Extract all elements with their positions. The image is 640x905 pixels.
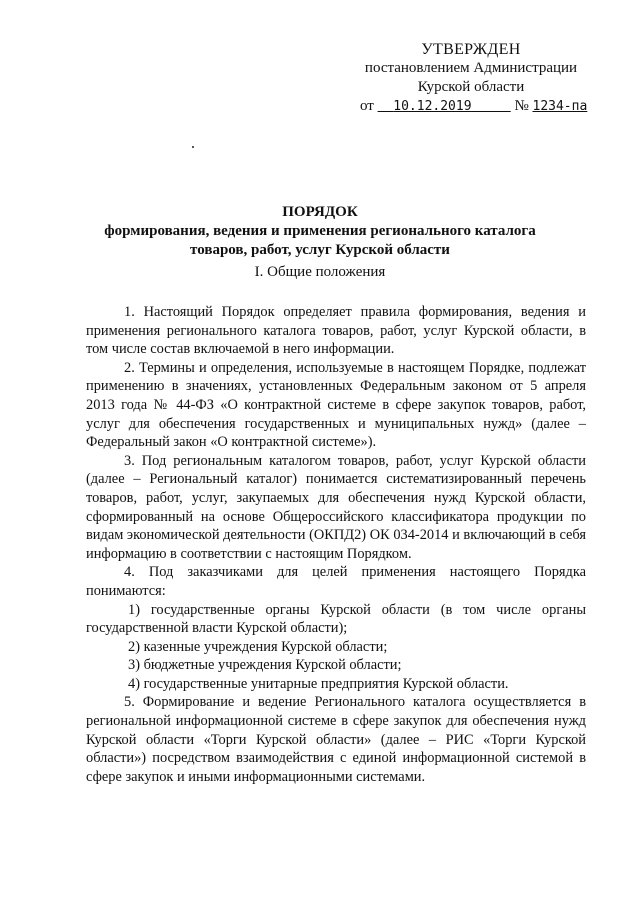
approval-heading: УТВЕРЖДЕН [421,41,521,58]
paragraph-4: 4. Под заказчиками для целей применения настоящего Порядка понимаются: [86,564,586,599]
paragraph-3: 3. Под региональным каталогом товаров, работ, услуг Курской области (далее – Региональный каталог) понимается систематизированный перечень товаров, работ, услуг, закупаемых для обеспечения нужд Курской области, сформированный на основе Общероссийского классификатора продукции по видам экономической деятельности (ОКПД2) ОК 034-2014 и включающий в себя информацию в соответствии с настоящим Порядком. [86,452,586,562]
title-line-1: ПОРЯДОК [282,204,358,220]
subitem-1: 1) государственные органы Курской области (в том числе органы государственной власти Курской области); [86,601,586,637]
date-prefix: от [360,98,374,114]
title-line-3: товаров, работ, услуг Курской области [190,242,450,258]
subitem-2: 2) казенные учреждения Курской области; [128,638,388,655]
approval-date: 10.12.2019 [393,99,472,114]
approval-stamp [346,40,596,116]
approval-line-2: Курской области [417,79,525,95]
document-body [86,303,586,786]
section-heading: I. Общие положения [254,264,386,280]
paragraph-1: 1. Настоящий Порядок определяет правила формирования, ведения и применения регионального каталога товаров, работ, услуг Курской области, в том числе состав включаемой в него информации. [86,304,586,358]
subitem-4: 4) государственные унитарные предприятия Курской области. [128,675,509,692]
scan-speck [192,146,194,148]
approval-line-1: постановлением Администрации [364,60,578,76]
number-prefix: № [514,98,529,114]
paragraph-2: 2. Термины и определения, используемые в настоящем Порядке, подлежат применению в значениях, установленных Федеральным законом от 5 апреля 2013 года № 44-ФЗ «О контрактной системе в сфере закупок товаров, работ, услуг для обеспечения государственных и муниципальных нужд» (далее – Федеральный закон «О контрактной системе»). [86,359,586,451]
paragraph-5: 5. Формирование и ведение Регионального каталога осуществляется в региональной информационной системе в сфере закупок для обеспечения нужд Курской области «Торги Курской области» (далее – РИС «Торги Курской области») посредством взаимодействия с единой информационной системой в сфере закупок и иными информационными системами. [86,694,586,785]
title-line-2: формирования, ведения и применения регионального каталога [104,223,536,239]
document-title [80,203,560,260]
approval-date-line [360,97,596,116]
approval-number: 1234-па [532,99,588,114]
subitem-3: 3) бюджетные учреждения Курской области; [128,657,402,674]
